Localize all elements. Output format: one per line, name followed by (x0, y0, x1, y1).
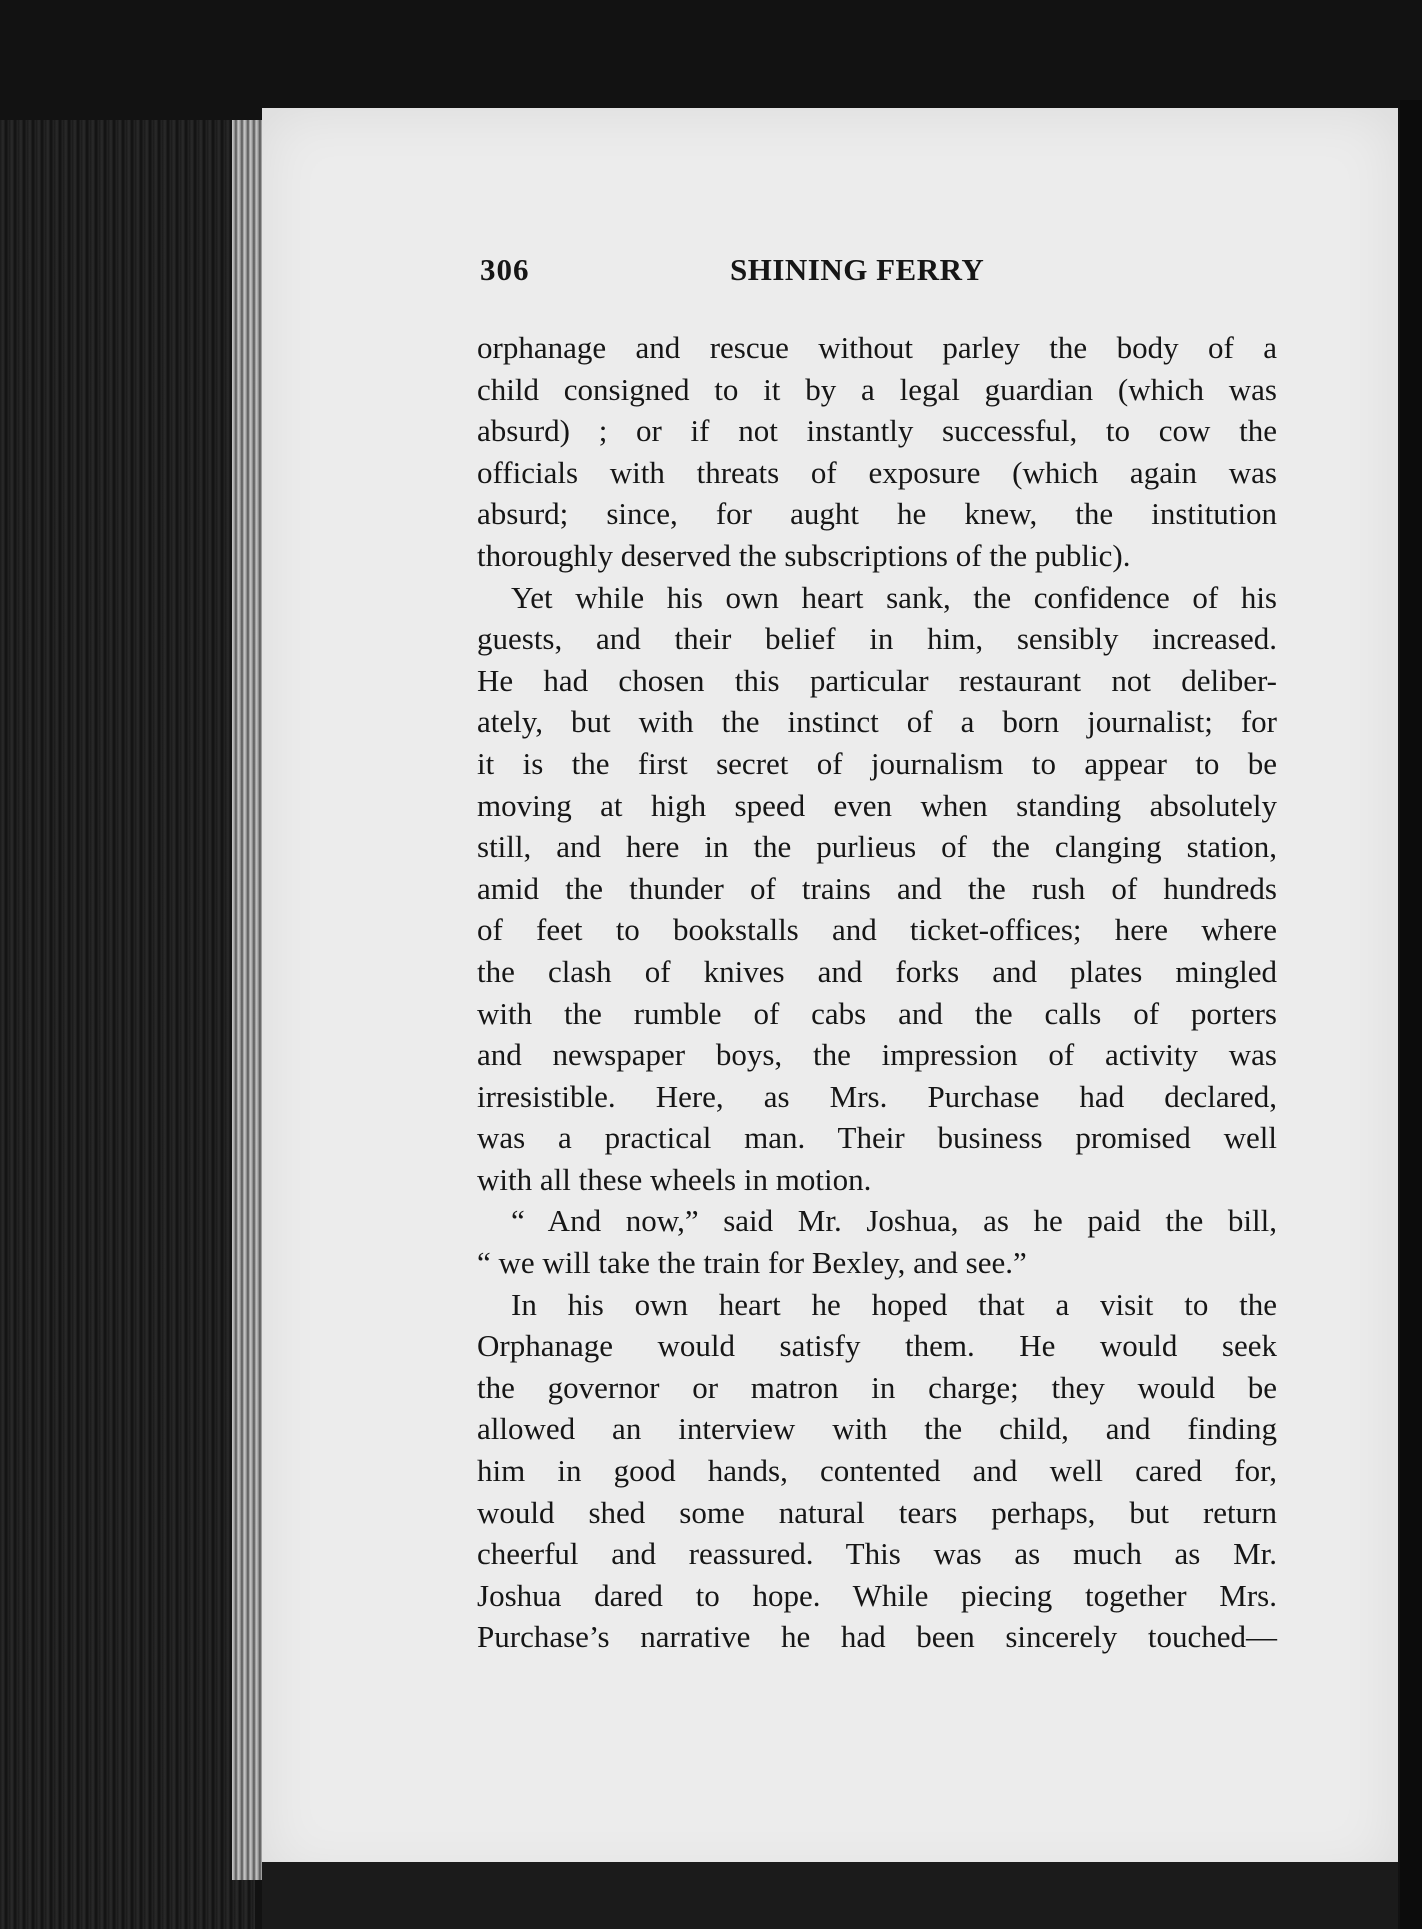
running-head (480, 252, 1020, 296)
text-line: Yet while his own heart sank, the confidence of his (511, 579, 1277, 615)
text-line: absurd) ; or if not instantly successful, to cow the (477, 413, 1277, 449)
text-line: guests, and their belief in him, sensibly increased. (477, 621, 1277, 657)
book-title: SHINING FERRY (730, 252, 985, 287)
text-line: the governor or matron in charge; they would be (477, 1369, 1277, 1405)
text-line: still, and here in the purlieus of the clanging station, (477, 829, 1277, 865)
text-line: with the rumble of cabs and the calls of porters (477, 995, 1277, 1031)
text-line: cheerful and reassured. This was as much as Mr. (477, 1536, 1277, 1572)
page-number: 306 (480, 252, 530, 287)
text-line: “ And now,” said Mr. Joshua, as he paid the bill, (511, 1203, 1277, 1239)
text-line: with all these wheels in motion. (477, 1161, 872, 1197)
text-line: moving at high speed even when standing absolutely (477, 787, 1277, 823)
text-line: him in good hands, contented and well cared for, (477, 1453, 1277, 1489)
text-line: child consigned to it by a legal guardian (which was (477, 371, 1277, 407)
text-line: irresistible. Here, as Mrs. Purchase had declared, (477, 1078, 1277, 1114)
text-line: Joshua dared to hope. While piecing together Mrs. (477, 1577, 1277, 1613)
text-line: was a practical man. Their business promised well (477, 1120, 1277, 1156)
bottom-shadow (262, 1862, 1398, 1929)
text-line: the clash of knives and forks and plates mingled (477, 953, 1277, 989)
text-line: amid the thunder of trains and the rush of hundreds (477, 870, 1277, 906)
text-line: orphanage and rescue without parley the body of a (477, 330, 1277, 365)
text-line: it is the first secret of journalism to appear to be (477, 745, 1277, 781)
text-line: officials with threats of exposure (which again was (477, 454, 1277, 490)
text-line: would shed some natural tears perhaps, but return (477, 1494, 1277, 1530)
text-line: absurd; since, for aught he knew, the institution (477, 496, 1277, 532)
text-line: allowed an interview with the child, and finding (477, 1411, 1277, 1447)
book-spine-shadow (0, 120, 255, 1929)
text-line: Orphanage would satisfy them. He would seek (477, 1328, 1277, 1364)
text-line: and newspaper boys, the impression of activity was (477, 1037, 1277, 1073)
text-line: Purchase’s narrative he had been sincerely touched— (477, 1619, 1277, 1655)
text-line: of feet to bookstalls and ticket-offices; here where (477, 912, 1277, 948)
right-margin-shadow (1400, 100, 1422, 1929)
text-line: “ we will take the train for Bexley, and see.” (477, 1245, 1027, 1281)
text-line: He had chosen this particular restaurant not deliber- (477, 662, 1277, 698)
text-line: thoroughly deserved the subscriptions of the public). (477, 537, 1131, 573)
body-text (477, 327, 1277, 1658)
text-line: In his own heart he hoped that a visit to the (511, 1286, 1277, 1322)
text-line: ately, but with the instinct of a born journalist; for (477, 704, 1277, 740)
